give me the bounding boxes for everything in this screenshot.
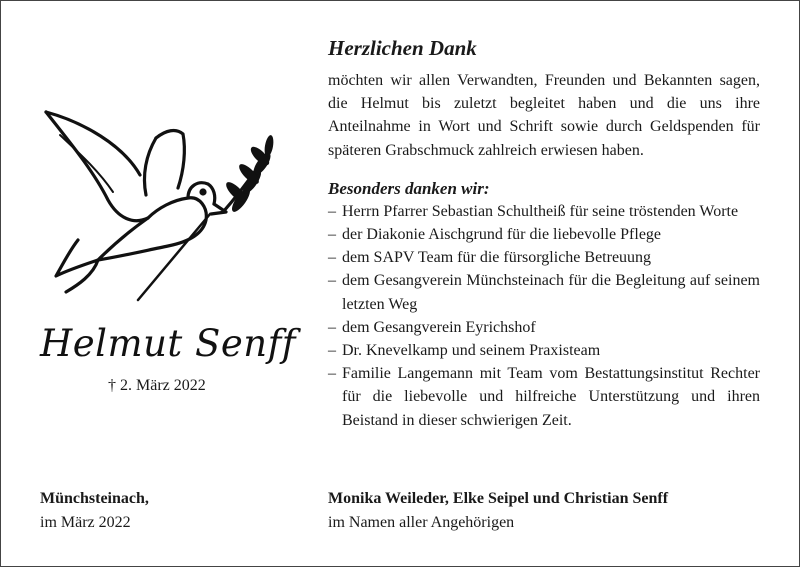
list-item: – der Diakonie Aischgrund für die liebevolle Pflege	[328, 226, 662, 244]
thanks-title: Herzlichen Dank	[328, 36, 477, 60]
place-and-date	[40, 487, 149, 535]
death-date: † 2. März 2022	[108, 377, 206, 394]
special-thanks-heading: Besonders danken wir:	[328, 178, 490, 198]
list-item: – Familie Langemann mit Team vom Bestattungsinstitut Rechter für die liebevolle und hilfreiche Unterstützung und ihren Beistand in dieser schwierigen Zeit.	[328, 365, 760, 429]
deceased-name: Helmut Senff	[40, 322, 297, 365]
special-thanks-list	[328, 200, 760, 432]
signature-note: im Namen aller Angehörigen	[328, 514, 515, 531]
list-item: – Dr. Knevelkamp und seinem Praxisteam	[328, 342, 601, 360]
dove-with-olive-branch-icon	[38, 100, 288, 315]
signature-names: Monika Weileder, Elke Seipel und Christian Senff	[328, 490, 669, 507]
thanks-section	[328, 36, 760, 432]
town: Münchsteinach,	[40, 490, 149, 507]
list-item: – Herrn Pfarrer Sebastian Schultheiß für seine tröstenden Worte	[328, 202, 739, 220]
thanks-intro: möchten wir allen Verwandten, Freunden und Bekannten sagen, die Helmut bis zuletzt begleitet haben und die uns ihre Anteilnahme in Wort und Schrift sowie durch Geldspenden für späteren Grabschmuck zahlreich erwiesen haben.	[328, 72, 760, 159]
list-item: – dem Gesangverein Münchsteinach für die Begleitung auf seinem letzten Weg	[328, 272, 760, 313]
notice-date: im März 2022	[40, 514, 131, 531]
list-item: – dem SAPV Team für die fürsorgliche Betreuung	[328, 249, 652, 267]
list-item: – dem Gesangverein Eyrichshof	[328, 318, 536, 336]
signature	[328, 487, 668, 535]
